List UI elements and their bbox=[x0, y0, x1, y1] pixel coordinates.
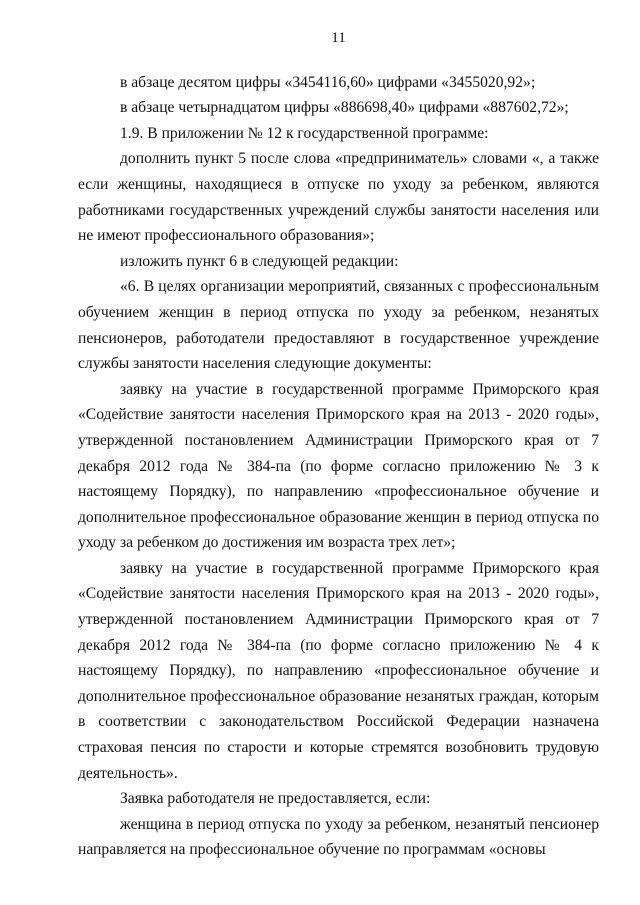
paragraph-9: Заявка работодателя не предоставляется, если: bbox=[120, 790, 431, 808]
paragraph-1: в абзаце десятом цифры «3454116,60» цифрами «3455020,92»; bbox=[120, 73, 536, 91]
paragraph-7: заявку на участие в государственной программе Приморского края «Содействие занятости населения Приморского края на 2013 - 2020 годы», утвержденной постановлением Администрации Приморского края от 7 декабря 2012 года № 384-па (по форме согласно приложению № 3 к настоящему Порядку), по направлению «профессиональное обучение и дополнительное профессиональное образование женщин в период отпуска по уходу за ребенком до достижения им возраста трех лет»; bbox=[78, 380, 599, 552]
paragraph-6: «6. В целях организации мероприятий, связанных с профессиональным обучением женщин в период отпуска по уходу за ребенком, незанятых пенсионеров, работодатели предоставляют в государственное учреждение службы занятости населения следующие документы: bbox=[78, 278, 599, 373]
paragraph-3: 1.9. В приложении № 12 к государственной программе: bbox=[120, 124, 489, 142]
paragraph-2: в абзаце четырнадцатом цифры «886698,40» цифрами «887602,72»; bbox=[120, 99, 569, 117]
page-number: 11 bbox=[331, 30, 346, 46]
paragraph-4: дополнить пункт 5 после слова «предприниматель» словами «, а также если женщины, находящиеся в отпуске по уходу за ребенком, являются работниками государственных учреждений службы занятости населения или не имеют профессионального образования»; bbox=[78, 150, 599, 245]
paragraph-8: заявку на участие в государственной программе Приморского края «Содействие занятости населения Приморского края на 2013 - 2020 годы», утвержденной постановлением Администрации Приморского края от 7 декабря 2012 года № 384-па (по форме согласно приложению № 4 к настоящему Порядку), по направлению «профессиональное обучение и дополнительное профессиональное образование незанятых граждан, которым в соответствии с законодательством Российской Федерации назначена страховая пенсия по старости и которые стремятся возобновить трудовую деятельность». bbox=[78, 559, 599, 782]
paragraph-10: женщина в период отпуска по уходу за ребенком, незанятый пенсионер направляется на профессиональное обучение по программам «основы bbox=[78, 815, 599, 859]
paragraph-5: изложить пункт 6 в следующей редакции: bbox=[120, 252, 399, 270]
